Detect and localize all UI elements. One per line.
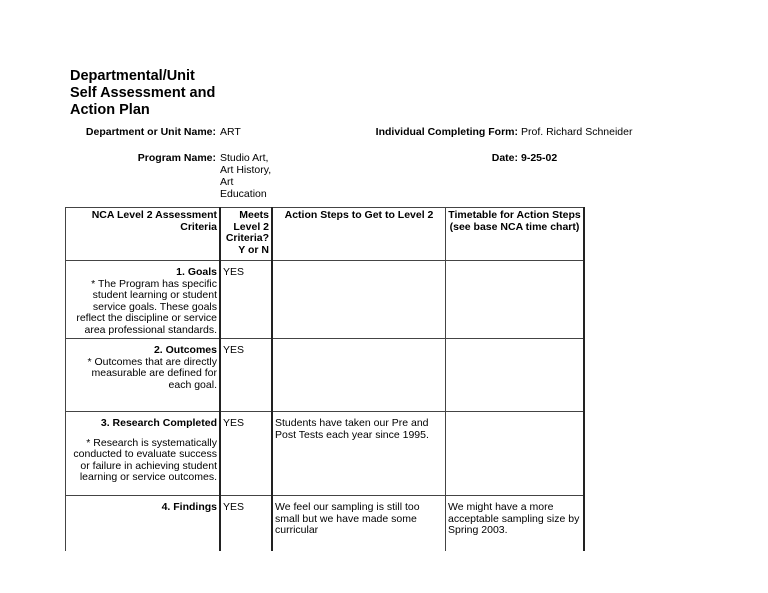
action-cell	[272, 261, 446, 339]
criteria-desc: * Research is systematically conducted to evaluate success or failure in achieving student learning or service outcomes.	[73, 436, 217, 483]
table-row	[66, 261, 585, 339]
criteria-desc: * Outcomes that are directly measurable are defined for each goal.	[87, 355, 217, 391]
indiv-label: Individual Completing Form:	[375, 126, 518, 138]
criteria-heading: 1. Goals	[176, 266, 217, 278]
meets-cell: YES	[220, 339, 272, 412]
assessment-table	[65, 207, 585, 566]
action-cell	[272, 339, 446, 412]
table-row	[66, 339, 585, 412]
header-timetable: Timetable for Action Steps (see base NCA time chart)	[446, 208, 585, 261]
indiv-value: Prof. Richard Schneider	[521, 126, 633, 138]
title-line: Action Plan	[70, 102, 150, 118]
criteria-heading: 2. Outcomes	[153, 344, 217, 356]
page-bottom-margin	[0, 551, 768, 593]
action-cell: We feel our sampling is still too small but we have made some curricular	[272, 496, 446, 566]
dept-label: Department or Unit Name:	[85, 126, 216, 138]
timetable-cell: We might have a more acceptable sampling size by Spring 2003.	[446, 496, 585, 566]
meets-cell: YES	[220, 261, 272, 339]
timetable-cell	[446, 412, 585, 496]
title-line: Self Assessment and	[70, 85, 216, 101]
meets-cell: YES	[220, 496, 272, 566]
meets-cell: YES	[220, 412, 272, 496]
page-title	[70, 68, 215, 119]
action-cell: Students have taken our Pre and Post Tests each year since 1995.	[272, 412, 446, 496]
criteria-heading: 4. Findings	[161, 501, 217, 513]
program-value: Studio Art, Art History, Art Education	[220, 152, 272, 200]
header-row	[66, 208, 585, 261]
criteria-heading: 3. Research Completed	[100, 417, 217, 429]
header-action: Action Steps to Get to Level 2	[272, 208, 446, 261]
timetable-cell	[446, 339, 585, 412]
date-label: Date:	[491, 152, 518, 164]
timetable-cell	[446, 261, 585, 339]
table-row	[66, 412, 585, 496]
header-meets: Meets Level 2 Criteria? Y or N	[220, 208, 272, 261]
program-label: Program Name:	[137, 152, 216, 164]
dept-value: ART	[220, 126, 241, 138]
title-line: Departmental/Unit	[70, 68, 195, 84]
criteria-desc: * The Program has specific student learning or student service goals. These goals reflect the discipline or service area professional standards.	[76, 277, 217, 336]
date-value: 9-25-02	[521, 152, 558, 164]
header-criteria: NCA Level 2 Assessment Criteria	[66, 208, 221, 261]
